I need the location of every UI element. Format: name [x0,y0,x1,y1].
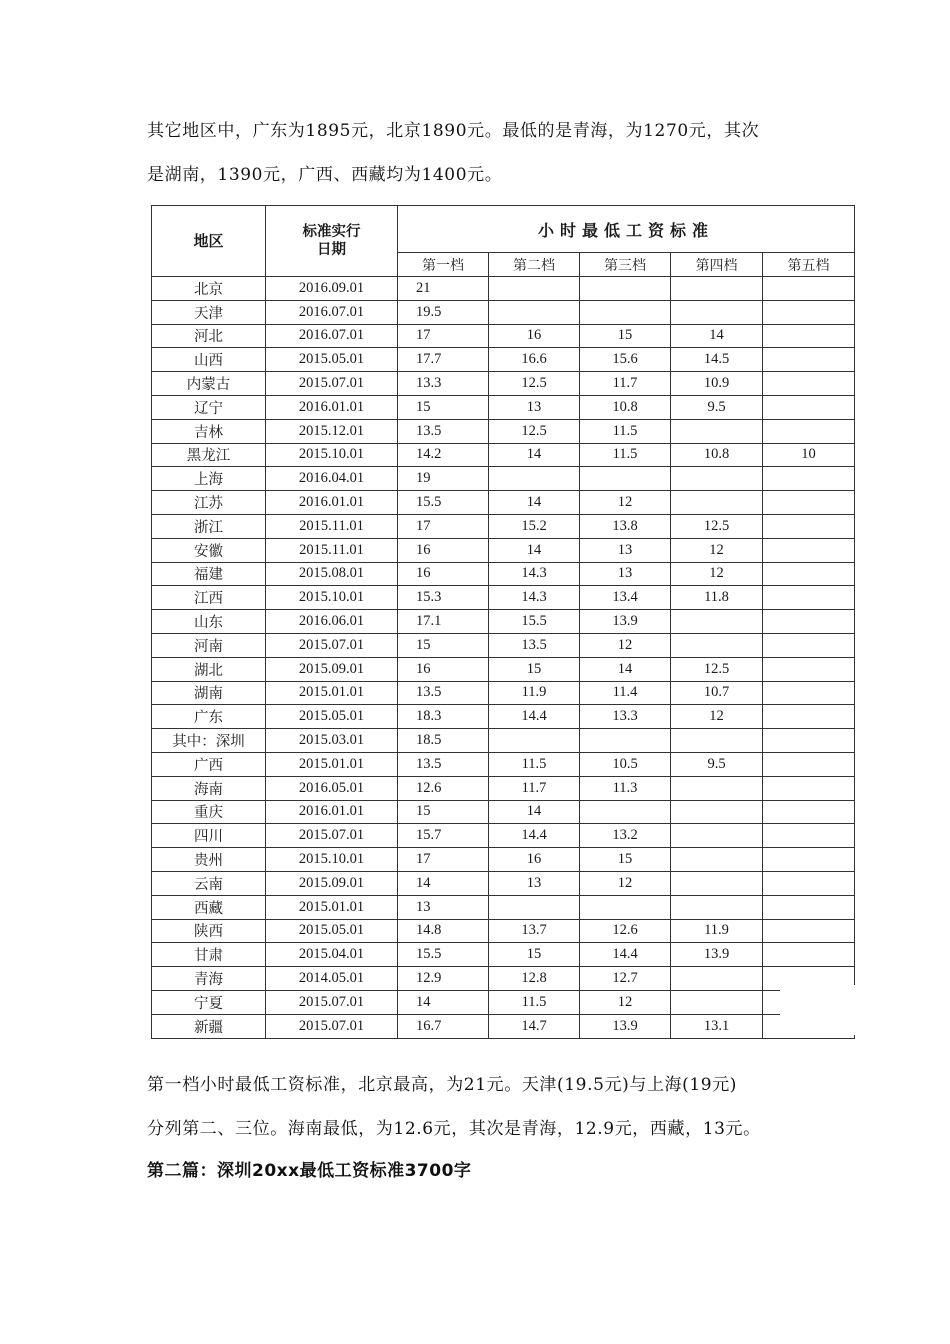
tier-5-value-cell [763,657,855,681]
tier-1-value-cell: 13 [398,895,489,919]
tier-2-value-cell: 16 [489,324,580,348]
tier-3-value-cell: 10.8 [580,395,671,419]
tier-4-value-cell: 11.8 [671,586,763,610]
table-header-row [152,206,855,253]
tier-1-value-cell: 17.1 [398,610,489,634]
tier-4-value-cell [671,895,763,919]
region-cell: 甘肃 [152,943,266,967]
date-cell: 2015.07.01 [266,372,398,396]
tier-2-value-cell: 16 [489,848,580,872]
tier-3-value-cell: 13 [580,562,671,586]
tier-1-value-cell: 16 [398,657,489,681]
tier-2-value-cell [489,300,580,324]
tier-5-value-cell [763,705,855,729]
tier-3-value-cell: 13.8 [580,514,671,538]
tier-5-value-cell [763,514,855,538]
tier-1-value-cell: 14 [398,990,489,1014]
date-cell: 2015.05.01 [266,348,398,372]
tier-4-value-cell [671,610,763,634]
hourly-minimum-wage-table [151,205,855,1039]
region-cell: 黑龙江 [152,443,266,467]
tier-2-value-cell [489,895,580,919]
table-row [152,919,855,943]
image-blank-patch [780,985,860,1035]
date-cell: 2015.08.01 [266,562,398,586]
tier-2-value-cell: 15.5 [489,610,580,634]
region-cell: 青海 [152,967,266,991]
date-cell: 2016.01.01 [266,491,398,515]
tier-5-value-cell [763,943,855,967]
date-cell: 2015.03.01 [266,729,398,753]
tier-2-value-cell: 11.9 [489,681,580,705]
tier-4-value-cell [671,848,763,872]
tier-1-value-cell: 13.5 [398,419,489,443]
intro-paragraph-line-1: 其它地区中，广东为1895元，北京1890元。最低的是青海，为1270元，其次 [147,121,760,141]
tier-1-value-cell: 17 [398,514,489,538]
table-row [152,848,855,872]
tier-4-value-cell: 10.9 [671,372,763,396]
region-cell: 湖南 [152,681,266,705]
tier-2-value-cell [489,729,580,753]
tier-2-value-cell: 13.7 [489,919,580,943]
tier-5-value-cell [763,395,855,419]
tier-header-3: 第三档 [580,253,671,277]
tier-3-value-cell [580,467,671,491]
header-effective-date [266,206,398,277]
table-row [152,633,855,657]
tier-2-value-cell: 12.5 [489,419,580,443]
tier-3-value-cell: 14.4 [580,943,671,967]
tier-3-value-cell: 11.5 [580,443,671,467]
tier-2-value-cell: 14 [489,800,580,824]
tier-3-value-cell: 13 [580,538,671,562]
table-row [152,491,855,515]
tier-4-value-cell: 13.1 [671,1014,763,1038]
region-cell: 海南 [152,776,266,800]
tier-5-value-cell [763,348,855,372]
tier-header-2: 第二档 [489,253,580,277]
table-row [152,967,855,991]
tier-3-value-cell: 15 [580,848,671,872]
date-cell: 2015.01.01 [266,895,398,919]
tier-1-value-cell: 15 [398,633,489,657]
table-row [152,705,855,729]
date-cell: 2015.07.01 [266,633,398,657]
date-cell: 2015.12.01 [266,419,398,443]
tier-4-value-cell: 13.9 [671,943,763,967]
tier-5-value-cell [763,752,855,776]
tier-1-value-cell: 21 [398,277,489,301]
region-cell: 江苏 [152,491,266,515]
tier-4-value-cell [671,776,763,800]
tier-2-value-cell: 12.8 [489,967,580,991]
tier-1-value-cell: 19 [398,467,489,491]
table-body [152,277,855,1039]
date-cell: 2016.01.01 [266,395,398,419]
table-row [152,419,855,443]
date-cell: 2016.07.01 [266,324,398,348]
tier-3-value-cell: 11.4 [580,681,671,705]
tier-5-value-cell [763,848,855,872]
tier-4-value-cell: 9.5 [671,752,763,776]
tier-2-value-cell: 13 [489,395,580,419]
tier-4-value-cell [671,824,763,848]
header-date-line-1: 标准实行 [302,224,361,240]
table-row [152,657,855,681]
tier-4-value-cell: 12 [671,538,763,562]
tier-3-value-cell: 10.5 [580,752,671,776]
table-row [152,324,855,348]
table-row [152,348,855,372]
tier-1-value-cell: 16 [398,538,489,562]
table-row [152,1014,855,1038]
region-cell: 宁夏 [152,990,266,1014]
tier-1-value-cell: 13.5 [398,752,489,776]
table-row [152,800,855,824]
tier-2-value-cell: 14.7 [489,1014,580,1038]
table-row [152,871,855,895]
date-cell: 2016.09.01 [266,277,398,301]
date-cell: 2015.04.01 [266,943,398,967]
tier-4-value-cell: 11.9 [671,919,763,943]
table-row [152,514,855,538]
region-cell: 广东 [152,705,266,729]
table-row [152,538,855,562]
table-row [152,729,855,753]
region-cell: 四川 [152,824,266,848]
tier-5-value-cell [763,824,855,848]
tier-3-value-cell: 13.2 [580,824,671,848]
tier-4-value-cell [671,300,763,324]
header-region: 地区 [152,206,266,277]
tier-2-value-cell: 13.5 [489,633,580,657]
tier-1-value-cell: 12.6 [398,776,489,800]
tier-3-value-cell: 11.7 [580,372,671,396]
date-cell: 2016.07.01 [266,300,398,324]
tier-3-value-cell: 14 [580,657,671,681]
region-cell: 云南 [152,871,266,895]
tier-5-value-cell: 10 [763,443,855,467]
tier-4-value-cell [671,277,763,301]
tier-5-value-cell [763,300,855,324]
table-row [152,395,855,419]
table-row [152,586,855,610]
table-row [152,776,855,800]
tier-4-value-cell [671,491,763,515]
tier-4-value-cell: 14 [671,324,763,348]
tier-5-value-cell [763,610,855,634]
region-cell: 河北 [152,324,266,348]
tier-3-value-cell: 12 [580,990,671,1014]
tier-3-value-cell [580,895,671,919]
table-row [152,562,855,586]
tier-5-value-cell [763,776,855,800]
tier-3-value-cell: 11.3 [580,776,671,800]
region-cell: 山西 [152,348,266,372]
tier-3-value-cell: 11.5 [580,419,671,443]
intro-paragraph-line-2: 是湖南，1390元，广西、西藏均为1400元。 [147,165,503,185]
tier-5-value-cell [763,562,855,586]
tier-4-value-cell [671,967,763,991]
tier-header-1: 第一档 [398,253,489,277]
tier-5-value-cell [763,919,855,943]
tier-2-value-cell: 13 [489,871,580,895]
table-row [152,681,855,705]
table-row [152,467,855,491]
region-cell: 上海 [152,467,266,491]
tier-5-value-cell [763,277,855,301]
date-cell: 2015.10.01 [266,443,398,467]
tier-2-value-cell: 14 [489,443,580,467]
next-section-heading: 第二篇：深圳20xx最低工资标准3700字 [147,1161,472,1181]
date-cell: 2015.11.01 [266,514,398,538]
date-cell: 2015.05.01 [266,705,398,729]
region-cell: 浙江 [152,514,266,538]
tier-header-5: 第五档 [763,253,855,277]
region-cell: 陕西 [152,919,266,943]
tier-2-value-cell: 11.7 [489,776,580,800]
region-cell: 福建 [152,562,266,586]
tier-3-value-cell [580,300,671,324]
date-cell: 2015.05.01 [266,919,398,943]
tier-1-value-cell: 13.5 [398,681,489,705]
region-cell: 贵州 [152,848,266,872]
table-row [152,610,855,634]
date-cell: 2015.07.01 [266,990,398,1014]
date-cell: 2015.10.01 [266,586,398,610]
tier-1-value-cell: 15.3 [398,586,489,610]
region-cell: 湖北 [152,657,266,681]
tier-3-value-cell: 12 [580,871,671,895]
tier-1-value-cell: 15.5 [398,943,489,967]
tier-3-value-cell: 12.7 [580,967,671,991]
tier-1-value-cell: 15.5 [398,491,489,515]
region-cell: 山东 [152,610,266,634]
header-hourly-minimum-wage: 小时最低工资标准 [398,206,855,253]
tier-4-value-cell: 12 [671,705,763,729]
date-cell: 2015.07.01 [266,1014,398,1038]
tier-2-value-cell: 15 [489,943,580,967]
tier-4-value-cell [671,633,763,657]
outro-paragraph-line-1: 第一档小时最低工资标准，北京最高，为21元。天津(19.5元)与上海(19元) [147,1075,738,1095]
tier-4-value-cell: 12 [671,562,763,586]
tier-3-value-cell: 12.6 [580,919,671,943]
tier-3-value-cell: 13.4 [580,586,671,610]
tier-1-value-cell: 17 [398,324,489,348]
tier-5-value-cell [763,800,855,824]
table-row [152,300,855,324]
tier-2-value-cell: 14.4 [489,824,580,848]
region-cell: 安徽 [152,538,266,562]
region-cell: 重庆 [152,800,266,824]
tier-5-value-cell [763,729,855,753]
tier-5-value-cell [763,633,855,657]
tier-2-value-cell: 15 [489,657,580,681]
tier-4-value-cell: 10.7 [671,681,763,705]
tier-2-value-cell: 14 [489,538,580,562]
tier-2-value-cell: 11.5 [489,752,580,776]
date-cell: 2016.06.01 [266,610,398,634]
table-row [152,990,855,1014]
tier-4-value-cell [671,467,763,491]
tier-2-value-cell: 14 [489,491,580,515]
tier-4-value-cell: 10.8 [671,443,763,467]
tier-1-value-cell: 15 [398,800,489,824]
date-cell: 2015.11.01 [266,538,398,562]
date-cell: 2016.04.01 [266,467,398,491]
tier-3-value-cell: 13.9 [580,610,671,634]
tier-4-value-cell [671,419,763,443]
tier-2-value-cell: 16.6 [489,348,580,372]
tier-4-value-cell [671,871,763,895]
tier-2-value-cell: 14.3 [489,562,580,586]
tier-5-value-cell [763,419,855,443]
tier-2-value-cell: 14.4 [489,705,580,729]
table-row [152,372,855,396]
table-row [152,895,855,919]
tier-1-value-cell: 14.8 [398,919,489,943]
tier-4-value-cell: 14.5 [671,348,763,372]
tier-4-value-cell [671,990,763,1014]
tier-4-value-cell: 12.5 [671,514,763,538]
tier-4-value-cell: 12.5 [671,657,763,681]
table-row [152,752,855,776]
tier-3-value-cell [580,800,671,824]
tier-1-value-cell: 17 [398,848,489,872]
region-cell: 新疆 [152,1014,266,1038]
tier-5-value-cell [763,586,855,610]
tier-2-value-cell: 14.3 [489,586,580,610]
date-cell: 2016.05.01 [266,776,398,800]
region-cell: 江西 [152,586,266,610]
date-cell: 2015.01.01 [266,681,398,705]
tier-3-value-cell: 12 [580,633,671,657]
region-cell: 内蒙古 [152,372,266,396]
tier-1-value-cell: 19.5 [398,300,489,324]
table-row [152,943,855,967]
tier-3-value-cell: 13.3 [580,705,671,729]
table-row [152,443,855,467]
tier-5-value-cell [763,895,855,919]
date-cell: 2015.10.01 [266,848,398,872]
tier-1-value-cell: 17.7 [398,348,489,372]
tier-5-value-cell [763,324,855,348]
tier-3-value-cell [580,729,671,753]
tier-1-value-cell: 15 [398,395,489,419]
tier-5-value-cell [763,491,855,515]
date-cell: 2014.05.01 [266,967,398,991]
tier-5-value-cell [763,538,855,562]
tier-1-value-cell: 18.3 [398,705,489,729]
tier-2-value-cell: 15.2 [489,514,580,538]
region-cell: 广西 [152,752,266,776]
tier-2-value-cell [489,277,580,301]
tier-3-value-cell: 12 [580,491,671,515]
outro-paragraph-line-2: 分列第二、三位。海南最低，为12.6元，其次是青海，12.9元，西藏，13元。 [147,1119,761,1139]
tier-1-value-cell: 16 [398,562,489,586]
region-cell: 北京 [152,277,266,301]
tier-3-value-cell: 15 [580,324,671,348]
region-cell: 其中：深圳 [152,729,266,753]
tier-5-value-cell [763,372,855,396]
tier-header-4: 第四档 [671,253,763,277]
tier-2-value-cell: 12.5 [489,372,580,396]
tier-1-value-cell: 14.2 [398,443,489,467]
tier-5-value-cell [763,467,855,491]
tier-4-value-cell [671,729,763,753]
tier-4-value-cell: 9.5 [671,395,763,419]
tier-1-value-cell: 14 [398,871,489,895]
tier-4-value-cell [671,800,763,824]
tier-3-value-cell: 13.9 [580,1014,671,1038]
date-cell: 2015.01.01 [266,752,398,776]
date-cell: 2015.07.01 [266,824,398,848]
tier-1-value-cell: 18.5 [398,729,489,753]
tier-3-value-cell [580,277,671,301]
date-cell: 2016.01.01 [266,800,398,824]
region-cell: 吉林 [152,419,266,443]
tier-1-value-cell: 16.7 [398,1014,489,1038]
table-row [152,824,855,848]
tier-5-value-cell [763,871,855,895]
region-cell: 天津 [152,300,266,324]
tier-2-value-cell [489,467,580,491]
region-cell: 辽宁 [152,395,266,419]
date-cell: 2015.09.01 [266,871,398,895]
tier-1-value-cell: 12.9 [398,967,489,991]
date-cell: 2015.09.01 [266,657,398,681]
tier-2-value-cell: 11.5 [489,990,580,1014]
tier-3-value-cell: 15.6 [580,348,671,372]
header-date-line-2: 日期 [317,242,346,258]
region-cell: 西藏 [152,895,266,919]
tier-5-value-cell [763,681,855,705]
tier-1-value-cell: 13.3 [398,372,489,396]
tier-1-value-cell: 15.7 [398,824,489,848]
region-cell: 河南 [152,633,266,657]
table-row [152,277,855,301]
